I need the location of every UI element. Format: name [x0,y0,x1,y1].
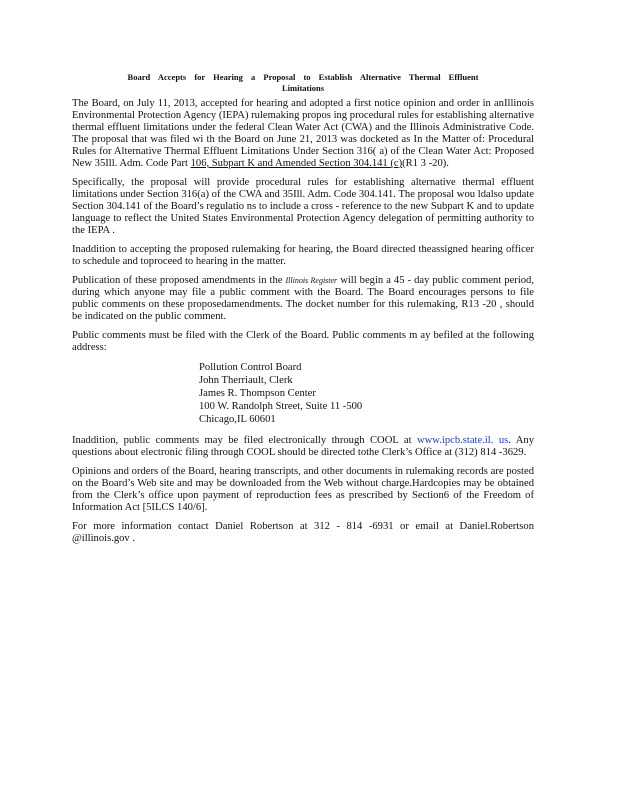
mailing-address [199,361,534,426]
paragraph-1-text: The Board, on July 11, 2013, accepted for hearing and adopted a first notice opinion and order in anIllinois Environmental Protection Agency (IEPA) rulemaking propos ing procedural rules for establishing alternative thermal effluent limitations under the federal Clean Water Act (CWA) and the Illinois Administrative Code. The proposal that was filed wi th the Board on June 21, 2013 was docketed as In the Matter of: Procedural Rules for Alternative Thermal Effluent Limitations Under Section 316( a) of the Clean Water Act: Proposed New 35Ill. Adm. Code Part [72,98,534,169]
paragraph-6-text-before: Inaddition, public comments may be filed electronically through COOL at [72,435,412,446]
paragraph-2: Specifically, the proposal will provide procedural rules for establishing alternative thermal effluent limitations under Section 316(a) of the CWA and 35Ill. Adm. Code 304.141. The proposal wou ldalso update Section 304.141 of the Board’s regulatio ns to include a cross - reference to the new Subpart K and to update language to reflect the United States Environmental Protection Agency delegation of permitting authority to the IEPA . [72,177,534,236]
address-line-1: Pollution Control Board [199,362,302,373]
title-line-2: Limitations [281,83,325,93]
paragraph-8: For more information contact Daniel Robertson at 312 - 814 -6931 or email at Daniel.Robertson @illinois.gov . [72,521,534,544]
paragraph-5: Public comments must be filed with the Clerk of the Board. Public comments m ay befiled at the following address: [72,330,534,353]
illinois-register-title: Illinois Register [285,276,338,285]
address-line-4: 100 W. Randolph Street, Suite 11 -500 [199,401,363,412]
paragraph-6-text-after: . Any questions about electronic filing through COOL should be directed tothe Clerk’s Office at (312) 814 -3629. [72,435,534,458]
paragraph-1 [72,98,534,170]
address-line-5: Chicago,IL 60601 [199,414,276,425]
title-line-1: Board Accepts for Hearing a Proposal to Establish Alternative Thermal Effluent [127,72,479,82]
document-page [72,72,534,552]
paragraph-3: Inaddition to accepting the proposed rulemaking for hearing, the Board directed theassigned hearing officer to schedule and toproceed to hearing in the matter. [72,244,534,267]
paragraph-7: Opinions and orders of the Board, hearing transcripts, and other documents in rulemaking records are posted on the Board’s Web site and may be downloaded from the Web without charge.Hardcopies may be obtained from the Clerk’s office upon payment of reproduction fees as prescribed by Section6 of the Freedom of Information Act [5ILCS 140/6]. [72,466,534,513]
paragraph-4 [72,275,534,323]
paragraph-1-code-reference: 106, Subpart K and Amended Section 304.141 (c) [190,158,403,169]
ipcb-website-link[interactable]: www.ipcb.state.il. us [416,435,509,446]
address-line-3: James R. Thompson Center [199,388,316,399]
paragraph-6 [72,435,534,459]
paragraph-4-text-after: will begin a 45 - day public comment period, during which anyone may file a public comment with the Board. The Board encourages persons to file public comments on these proposedamendments. The docket number for this rulemaking, R13 -20 , should be indicated on the public comment. [72,275,534,322]
address-line-2: John Therriault, Clerk [199,375,293,386]
paragraph-1-docket: (R1 3 -20). [402,158,449,169]
document-title [72,72,534,94]
paragraph-4-text-before: Publication of these proposed amendments in the [72,275,283,286]
